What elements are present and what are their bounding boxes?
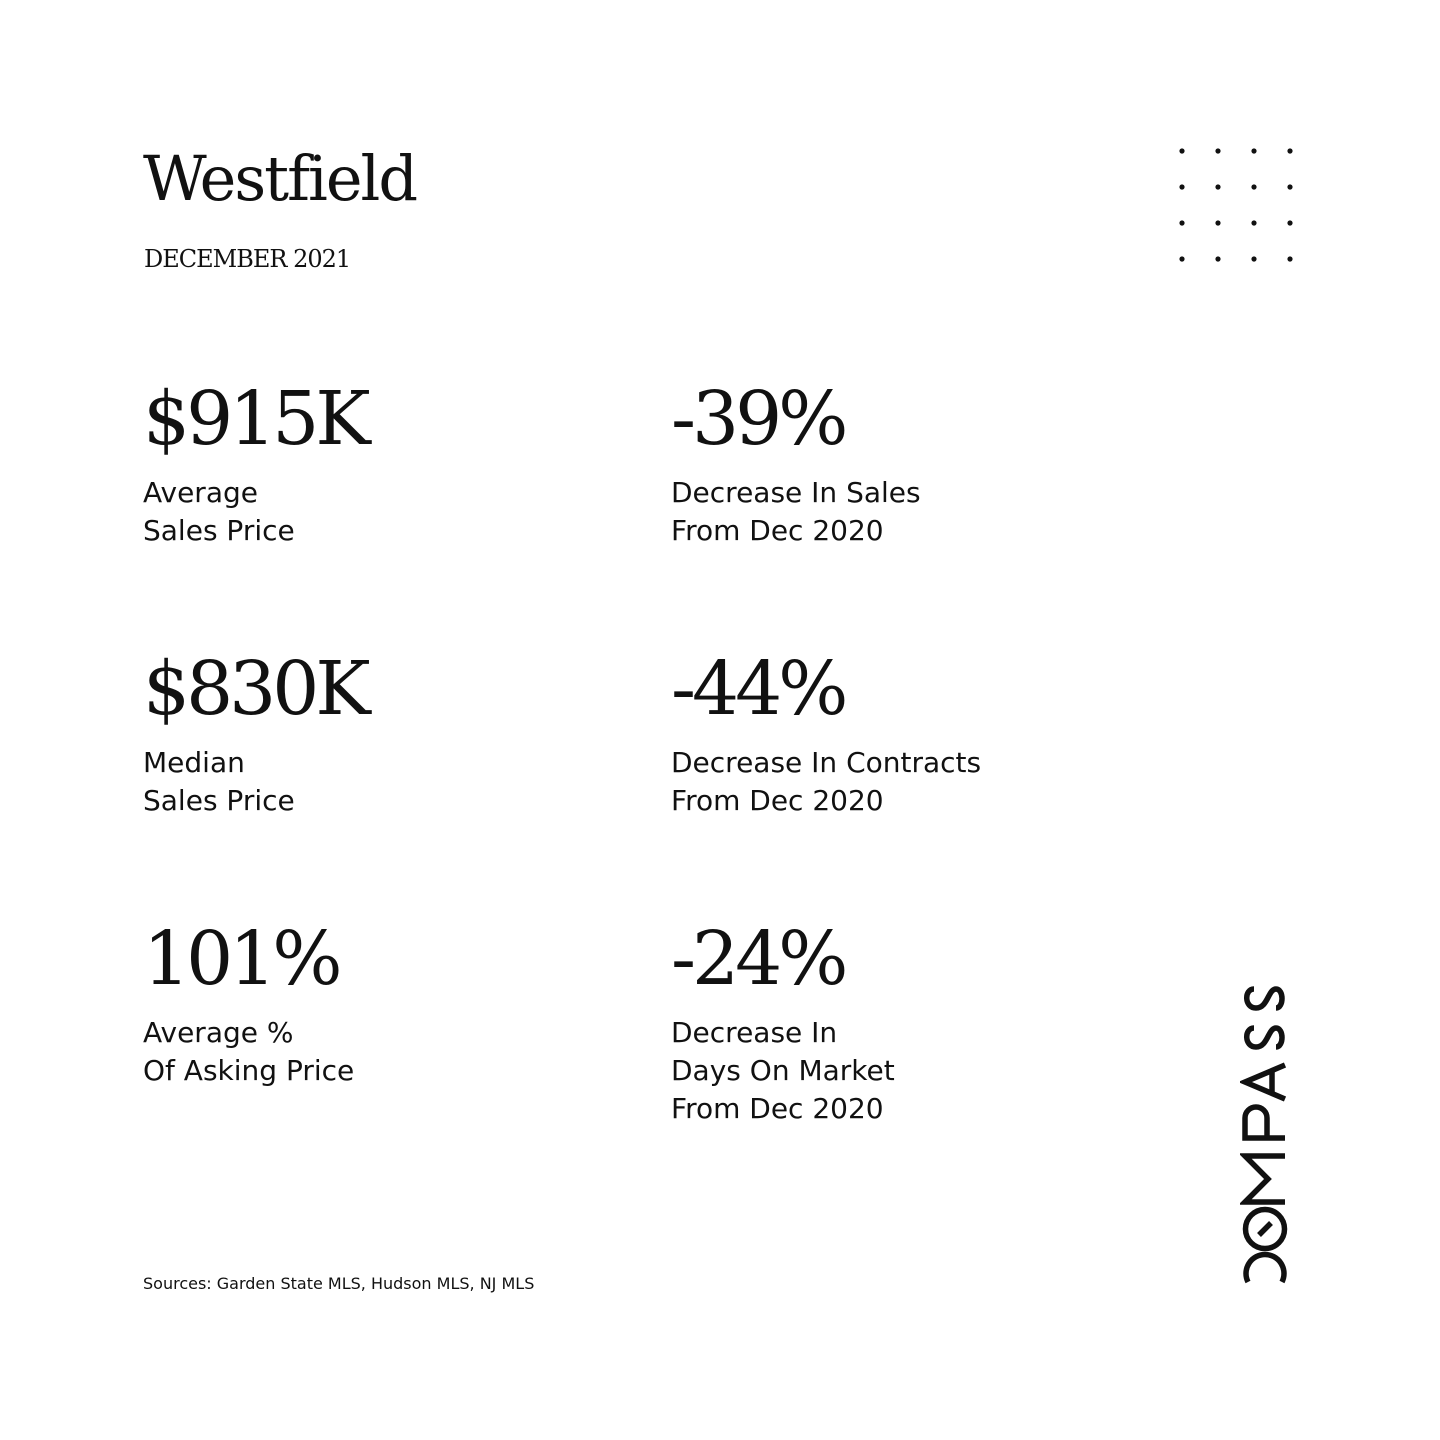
stat-average-percent-of-asking xyxy=(143,916,613,1090)
stat-label-line: From Dec 2020 xyxy=(671,784,884,817)
stat-label-line: Decrease In Sales xyxy=(671,476,921,509)
stat-label-line: Average xyxy=(143,476,258,509)
page-title: Westfield xyxy=(143,142,417,215)
stat-decrease-in-days-on-market xyxy=(671,916,1141,1128)
stat-value: $830K xyxy=(143,646,367,732)
stat-label-line: Sales Price xyxy=(143,514,295,547)
stat-label-line: Days On Market xyxy=(671,1054,895,1087)
stat-decrease-in-sales xyxy=(671,376,1141,550)
dot-grid-icon xyxy=(1176,145,1300,269)
stat-average-sales-price xyxy=(143,376,613,550)
stat-label xyxy=(143,744,613,820)
stat-value: 101% xyxy=(143,916,339,1002)
stat-label xyxy=(143,474,613,550)
stat-median-sales-price xyxy=(143,646,613,820)
compass-logo xyxy=(1240,958,1290,1294)
stat-label-line: Decrease In Contracts xyxy=(671,746,982,779)
stat-label-line: From Dec 2020 xyxy=(671,1092,884,1125)
stat-label xyxy=(143,1014,613,1090)
stat-label-line: Sales Price xyxy=(143,784,295,817)
stat-label xyxy=(671,474,1141,550)
stat-label xyxy=(671,744,1141,820)
stat-value: $915K xyxy=(143,376,367,462)
sources-note: Sources: Garden State MLS, Hudson MLS, NJ MLS xyxy=(143,1274,535,1293)
stat-value: -44% xyxy=(671,646,845,732)
stat-label xyxy=(671,1014,1141,1128)
stat-decrease-in-contracts xyxy=(671,646,1141,820)
stat-value: -24% xyxy=(671,916,845,1002)
stat-label-line: Median xyxy=(143,746,245,779)
stat-value: -39% xyxy=(671,376,845,462)
report-date: DECEMBER 2021 xyxy=(144,245,351,273)
stat-label-line: From Dec 2020 xyxy=(671,514,884,547)
stat-label-line: Decrease In xyxy=(671,1016,838,1049)
stat-label-line: Average % xyxy=(143,1016,294,1049)
stat-label-line: Of Asking Price xyxy=(143,1054,355,1087)
